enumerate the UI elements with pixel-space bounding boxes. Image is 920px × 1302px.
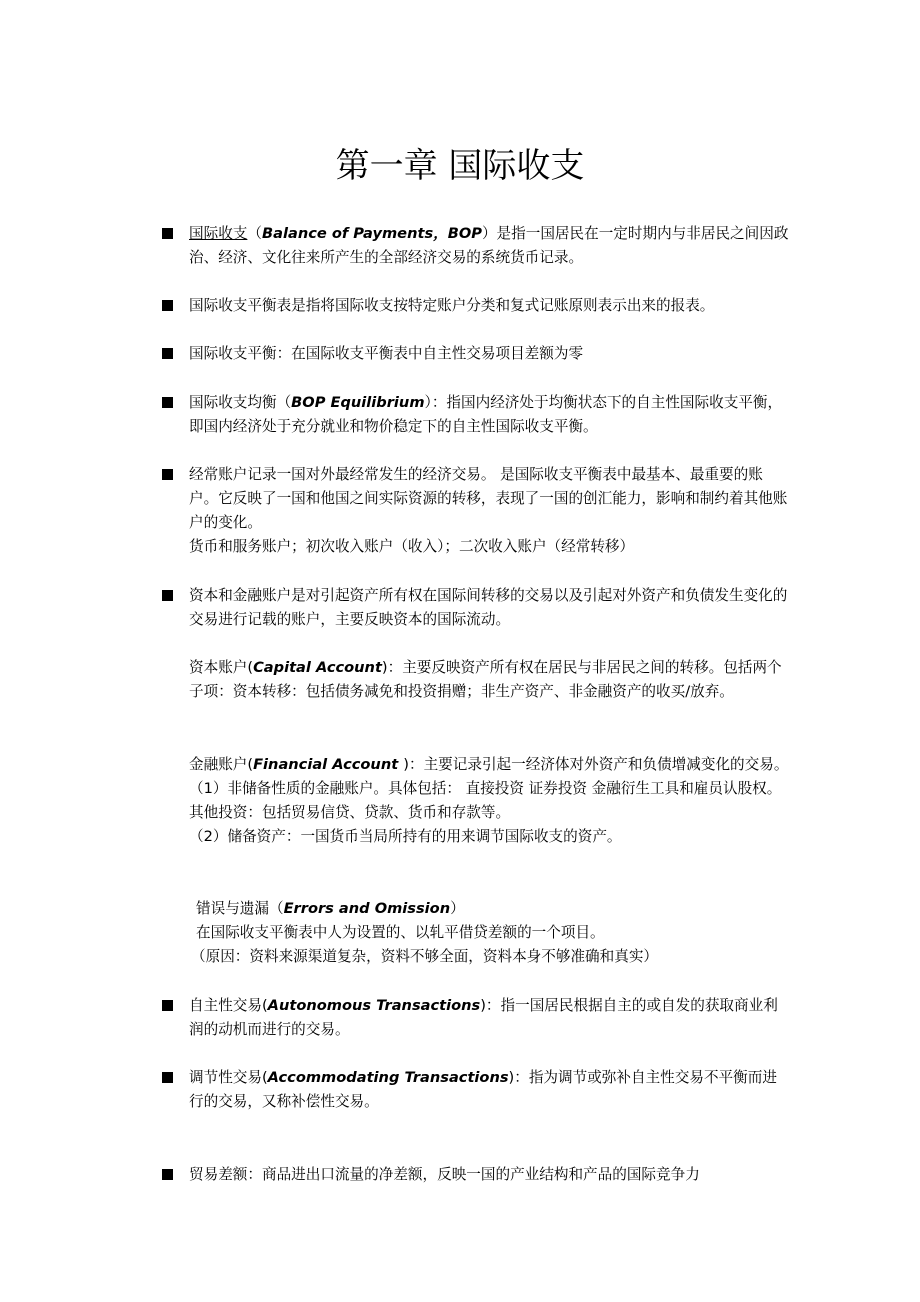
- definition-current-account: 经常账户记录一国对外最经常发生的经济交易。 是国际收支平衡表中最基本、最重要的账户。它反映了一国和他国之间实际资源的转移，表现了一国的创汇能力，影响和制约着其他账户的变化。 货币和服务账户；初次收入账户（收入）；二次收入账户（经常转移）: [189, 463, 789, 559]
- definition-capital-account: 资本账户(Capital Account)：主要反映资产所有权在居民与非居民之间的转移。包括两个子项：资本转移：包括债务减免和投资捐赠；非生产资产、非金融资产的收买/放弃。: [189, 659, 782, 700]
- definition-bop: 国际收支（Balance of Payments，BOP）是指一国居民在一定时期内与非居民之间因政治、经济、文化往来所产生的全部经济交易的系统货币记录。: [189, 225, 789, 266]
- bullet-icon: [162, 228, 173, 239]
- bullet-icon: [162, 1072, 173, 1083]
- definition-errors-omissions: 错误与遗漏（Errors and Omission） 在国际收支平衡表中人为设置的、以轧平借贷差额的一个项目。 （原因：资料来源渠道复杂，资料不够全面，资料本身不够准确和真实）: [191, 900, 659, 965]
- bullet-icon: [162, 1000, 173, 1011]
- definition-capital-financial-account: 资本和金融账户是对引起资产所有权在国际间转移的交易以及引起对外资产和负债发生变化的交易进行记载的账户，主要反映资本的国际流动。: [189, 587, 788, 628]
- bullet-icon: [162, 590, 173, 601]
- bullet-icon: [162, 348, 173, 359]
- definition-bop-balance: 国际收支平衡：在国际收支平衡表中自主性交易项目差额为零: [189, 345, 584, 362]
- current-account-subaccounts: 货币和服务账户；初次收入账户（收入）；二次收入账户（经常转移）: [189, 538, 635, 555]
- definition-bop-statement: 国际收支平衡表是指将国际收支按特定账户分类和复式记账原则表示出来的报表。: [189, 297, 715, 314]
- bullet-icon: [162, 397, 173, 408]
- definition-financial-account: 金融账户(Financial Account )：主要记录引起一经济体对外资产和负债增减变化的交易。 （1）非储备性质的金融账户。具体包括： 直接投资 证券投资 金融衍生工具和雇员认股权。 其他投资：包括贸易信贷、贷款、货币和存款等。 （2）储备资产：一国货币当局所持有的用来调节国际收支的资产。: [189, 753, 789, 849]
- bullet-icon: [162, 1169, 173, 1180]
- financial-account-reserve: （2）储备资产：一国货币当局所持有的用来调节国际收支的资产。: [189, 828, 622, 845]
- bullet-icon: [162, 300, 173, 311]
- page-title: 第一章 国际收支: [335, 146, 585, 186]
- term-bop: 国际收支: [189, 225, 248, 242]
- definition-autonomous-transactions: 自主性交易(Autonomous Transactions)：指一国居民根据自主的或自发的获取商业利润的动机而进行的交易。: [189, 997, 778, 1038]
- bullet-icon: [162, 469, 173, 480]
- financial-account-non-reserve: （1）非储备性质的金融账户。具体包括： 直接投资 证券投资 金融衍生工具和雇员认股权。 其他投资：包括贸易信贷、贷款、货币和存款等。: [189, 780, 782, 821]
- definition-bop-equilibrium: 国际收支均衡（BOP Equilibrium）：指国内经济处于均衡状态下的自主性国际收支平衡，即国内经济处于充分就业和物价稳定下的自主性国际收支平衡。: [189, 394, 783, 435]
- definition-accommodating-transactions: 调节性交易(Accommodating Transactions)：指为调节或弥补自主性交易不平衡而进行的交易，又称补偿性交易。: [189, 1069, 777, 1110]
- definition-trade-balance: 贸易差额：商品进出口流量的净差额，反映一国的产业结构和产品的国际竞争力: [189, 1166, 700, 1183]
